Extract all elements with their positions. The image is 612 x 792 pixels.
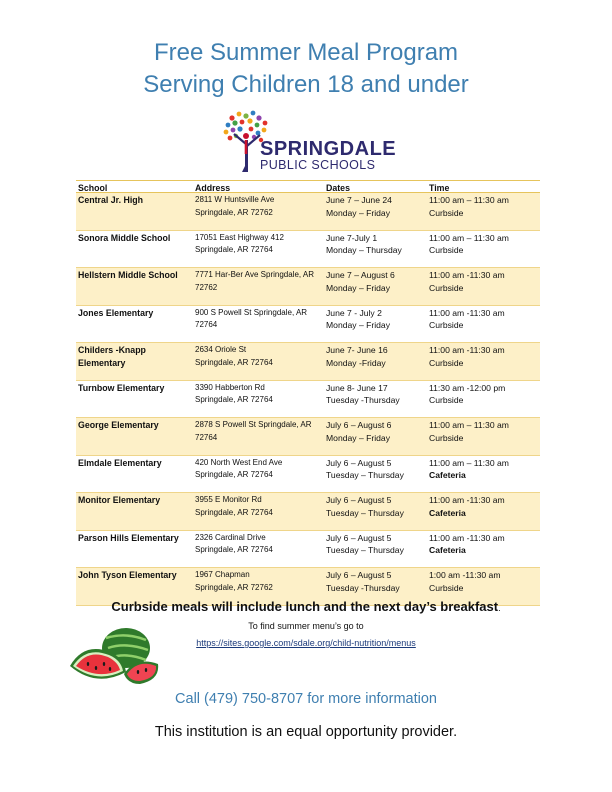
time-range: 11:00 am – 11:30 am bbox=[429, 232, 509, 243]
header-school: School bbox=[78, 183, 108, 192]
cell-school bbox=[76, 381, 193, 418]
time-location: Cafeteria bbox=[429, 507, 466, 518]
table-row bbox=[76, 418, 540, 456]
page-title-line1: Free Summer Meal Program bbox=[153, 39, 459, 66]
cell-school bbox=[76, 306, 193, 343]
dates-range: July 6 – August 5 bbox=[326, 570, 392, 580]
time-location: Curbside bbox=[429, 432, 464, 443]
cell-school bbox=[76, 268, 193, 305]
cell-time bbox=[427, 531, 540, 568]
cell-dates bbox=[324, 306, 427, 343]
meal-sites-table bbox=[76, 180, 540, 606]
logo-subtitle: PUBLIC SCHOOLS bbox=[260, 158, 376, 172]
cell-school bbox=[76, 231, 193, 268]
dates-range: July 6 – August 6 bbox=[326, 420, 392, 430]
dates-days: Tuesday – Thursday bbox=[326, 470, 404, 480]
time-location: Cafeteria bbox=[429, 545, 466, 555]
address-line1: 900 S Powell St Springdale, AR 72764 bbox=[195, 307, 308, 329]
dates-days: Monday – Friday bbox=[326, 282, 391, 293]
table-row bbox=[76, 193, 540, 231]
table-row bbox=[76, 268, 540, 306]
time-range: 11:00 am -11:30 am bbox=[429, 307, 505, 318]
address-line2: Springdale, AR 72762 bbox=[195, 207, 273, 217]
dates-days: Tuesday -Thursday bbox=[326, 582, 400, 593]
cell-address bbox=[193, 268, 324, 305]
cell-dates bbox=[324, 381, 427, 418]
table-row bbox=[76, 381, 540, 419]
cell-dates bbox=[324, 456, 427, 493]
header-dates: Dates bbox=[326, 183, 350, 192]
cell-school bbox=[76, 531, 193, 568]
dates-days: Monday – Friday bbox=[326, 207, 391, 218]
address-line2: Springdale, AR 72764 bbox=[195, 245, 273, 254]
cell-time bbox=[427, 231, 540, 268]
cell-time bbox=[427, 268, 540, 305]
address-line2: Springdale, AR 72762 bbox=[195, 582, 273, 592]
time-range: 11:00 am -11:30 am bbox=[429, 495, 505, 505]
springdale-logo bbox=[220, 110, 400, 176]
cell-time bbox=[427, 343, 540, 380]
dates-range: July 6 – August 5 bbox=[326, 457, 392, 468]
cell-address bbox=[193, 381, 324, 418]
cell-dates bbox=[324, 418, 427, 455]
page-title-line2: Serving Children 18 and under bbox=[143, 71, 469, 98]
time-range: 11:00 am -11:30 am bbox=[429, 532, 505, 543]
time-location: Curbside bbox=[429, 582, 464, 593]
cell-school bbox=[76, 418, 193, 455]
time-location: Cafeteria bbox=[429, 470, 466, 480]
dates-range: June 8- June 17 bbox=[326, 382, 388, 393]
table-row bbox=[76, 493, 540, 531]
address-line2: Springdale, AR 72764 bbox=[195, 395, 273, 404]
cell-dates bbox=[324, 268, 427, 305]
header-address: Address bbox=[195, 183, 231, 192]
table-row bbox=[76, 343, 540, 381]
dates-range: June 7 – June 24 bbox=[326, 195, 392, 205]
address-line1: 17051 East Highway 412 bbox=[195, 232, 284, 242]
cell-address bbox=[193, 306, 324, 343]
time-range: 11:00 am -11:30 am bbox=[429, 270, 505, 280]
cell-address bbox=[193, 418, 324, 455]
time-range: 11:00 am – 11:30 am bbox=[429, 457, 509, 468]
school-name: Parson Hills Elementary bbox=[78, 532, 179, 543]
cell-dates bbox=[324, 531, 427, 568]
school-name: Central Jr. High bbox=[78, 195, 144, 205]
address-line1: 420 North West End Ave bbox=[195, 457, 283, 467]
address-line1: 2326 Cardinal Drive bbox=[195, 532, 266, 542]
school-name: John Tyson Elementary bbox=[78, 570, 177, 580]
find-menu-text: To find summer menu’s go to bbox=[248, 621, 364, 631]
cell-school bbox=[76, 456, 193, 493]
dates-range: June 7 - July 2 bbox=[326, 307, 382, 318]
cell-school bbox=[76, 493, 193, 530]
cell-dates bbox=[324, 343, 427, 380]
table-header-row bbox=[76, 181, 540, 193]
dates-days: Monday – Friday bbox=[326, 320, 391, 330]
dates-days: Tuesday – Thursday bbox=[326, 545, 404, 555]
time-location: Curbside bbox=[429, 357, 464, 368]
cell-time bbox=[427, 306, 540, 343]
school-name: Turnbow Elementary bbox=[78, 382, 165, 393]
cell-address bbox=[193, 456, 324, 493]
curbside-note: Curbside meals will include lunch and the next day’s breakfast. bbox=[111, 599, 501, 614]
cell-time bbox=[427, 456, 540, 493]
dates-range: June 7-July 1 bbox=[326, 232, 378, 243]
logo-wordmark: SPRINGDALE bbox=[260, 138, 397, 160]
dates-days: Monday – Thursday bbox=[326, 245, 402, 255]
cell-dates bbox=[324, 231, 427, 268]
address-line1: 3955 E Monitor Rd bbox=[195, 495, 262, 504]
address-line1: 7771 Har-Ber Ave Springdale, AR 72762 bbox=[195, 270, 315, 292]
cell-time bbox=[427, 381, 540, 418]
dates-range: June 7- June 16 bbox=[326, 345, 388, 355]
dates-range: July 6 – August 5 bbox=[326, 532, 392, 543]
school-name: Sonora Middle School bbox=[78, 232, 171, 243]
cell-time bbox=[427, 193, 540, 230]
time-location: Curbside bbox=[429, 395, 464, 405]
dates-days: Tuesday -Thursday bbox=[326, 395, 400, 405]
table-row bbox=[76, 231, 540, 269]
cell-address bbox=[193, 531, 324, 568]
dates-range: July 6 – August 5 bbox=[326, 495, 392, 505]
dates-days: Tuesday – Thursday bbox=[326, 507, 404, 518]
cell-time bbox=[427, 493, 540, 530]
time-range: 11:00 am – 11:30 am bbox=[429, 195, 509, 205]
table-row bbox=[76, 456, 540, 494]
table-row bbox=[76, 531, 540, 569]
cell-address bbox=[193, 193, 324, 230]
time-range: 11:00 am – 11:30 am bbox=[429, 420, 509, 430]
dates-days: Monday – Friday bbox=[326, 432, 391, 443]
table-row bbox=[76, 306, 540, 344]
dates-range: June 7 – August 6 bbox=[326, 270, 395, 280]
address-line1: 3390 Habberton Rd bbox=[195, 382, 265, 392]
school-name: Jones Elementary bbox=[78, 307, 154, 318]
menu-link[interactable]: https://sites.google.com/sdale.org/child-nutrition/menus bbox=[196, 638, 416, 648]
school-name: Hellstern Middle School bbox=[78, 270, 178, 280]
cell-address bbox=[193, 343, 324, 380]
time-location: Curbside bbox=[429, 282, 464, 293]
cell-address bbox=[193, 493, 324, 530]
dates-days: Monday -Friday bbox=[326, 357, 386, 368]
address-line1: 2634 Oriole St bbox=[195, 345, 247, 354]
time-location: Curbside bbox=[429, 245, 464, 255]
contact-phone-text: Call (479) 750-8707 for more information bbox=[175, 691, 437, 707]
address-line2: Springdale, AR 72764 bbox=[195, 545, 273, 554]
address-line1: 2878 S Powell St Springdale, AR 72764 bbox=[195, 420, 312, 442]
cell-school bbox=[76, 343, 193, 380]
time-range: 11:30 am -12:00 pm bbox=[429, 382, 506, 393]
address-line2: Springdale, AR 72764 bbox=[195, 357, 273, 367]
header-time: Time bbox=[429, 183, 450, 192]
equal-opportunity-statement: This institution is an equal opportunity provider. bbox=[154, 724, 458, 740]
school-name: Monitor Elementary bbox=[78, 495, 161, 505]
school-name: Childers -Knapp Elementary bbox=[78, 345, 146, 368]
time-range: 1:00 am -11:30 am bbox=[429, 570, 501, 580]
address-line1: 1967 Chapman bbox=[195, 570, 250, 579]
cell-dates bbox=[324, 493, 427, 530]
school-name: Elmdale Elementary bbox=[78, 457, 162, 468]
cell-time bbox=[427, 418, 540, 455]
school-name: George Elementary bbox=[78, 420, 159, 430]
time-location: Curbside bbox=[429, 207, 464, 218]
time-range: 11:00 am -11:30 am bbox=[429, 345, 505, 355]
time-location: Curbside bbox=[429, 320, 464, 330]
cell-school bbox=[76, 193, 193, 230]
watermelon-image bbox=[66, 622, 162, 692]
cell-dates bbox=[324, 193, 427, 230]
address-line2: Springdale, AR 72764 bbox=[195, 470, 273, 479]
cell-address bbox=[193, 231, 324, 268]
address-line1: 2811 W Huntsville Ave bbox=[195, 195, 275, 204]
address-line2: Springdale, AR 72764 bbox=[195, 507, 273, 517]
